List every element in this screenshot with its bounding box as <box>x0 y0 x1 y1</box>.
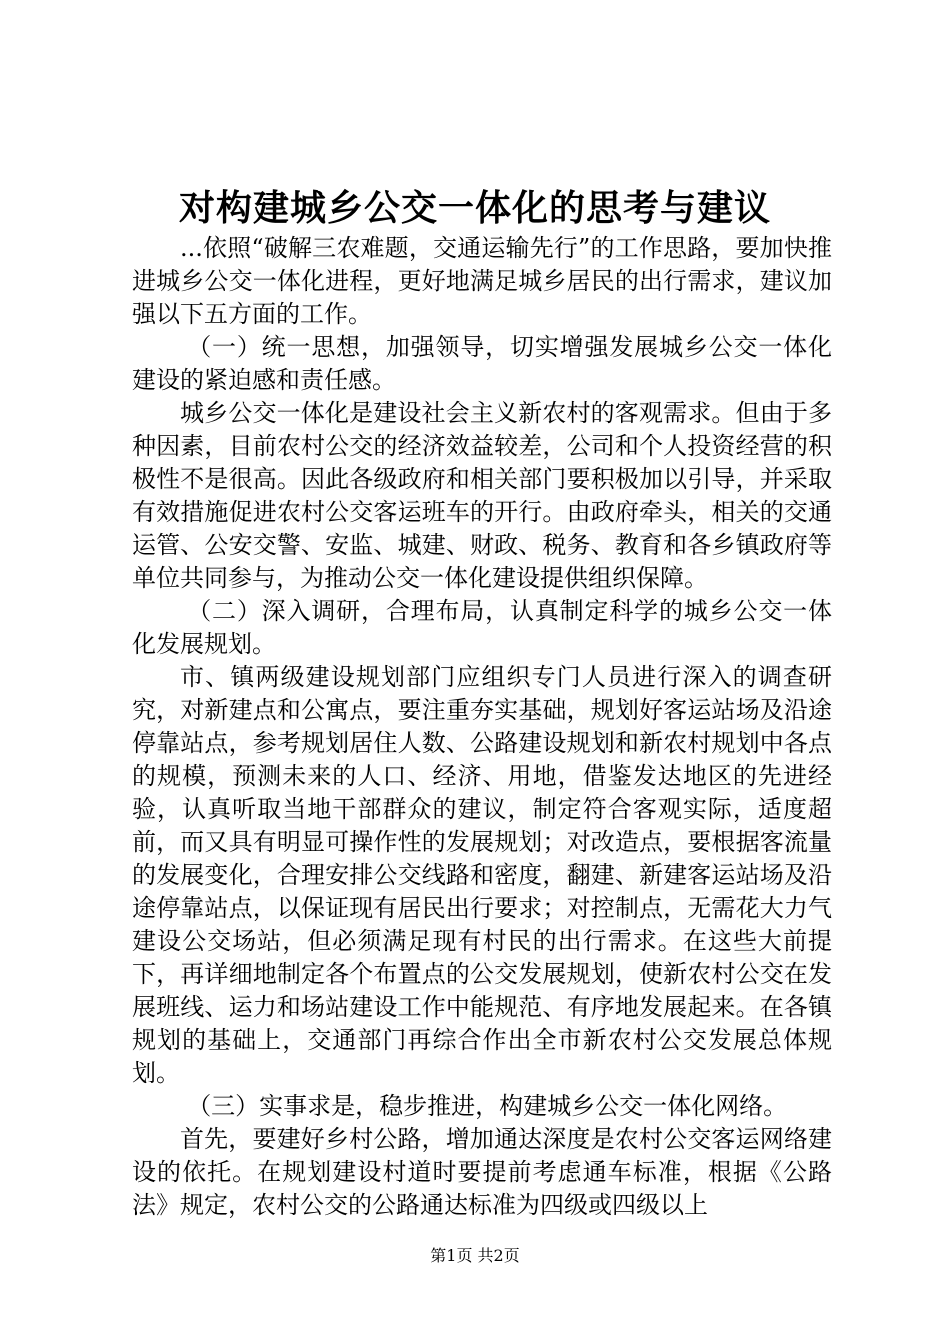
paragraph-section-3: 首先，要建好乡村公路，增加通达深度是农村公交客运网络建设的依托。在规划建设村道时要提前考虑通车标准，根据《公路法》规定，农村公交的公路通达标准为四级或四级以上 <box>132 1125 832 1219</box>
section-heading-2: （二）深入调研，合理布局，认真制定科学的城乡公交一体化发展规划。 <box>132 597 832 658</box>
document-body <box>132 232 832 1222</box>
section-heading-3: （三）实事求是，稳步推进，构建城乡公交一体化网络。 <box>187 1092 788 1120</box>
section-heading-1: （一）统一思想，加强领导，切实增强发展城乡公交一体化建设的紧迫感和责任感。 <box>132 333 832 394</box>
document-title: 对构建城乡公交一体化的思考与建议 <box>178 187 771 229</box>
paragraph-section-2: 市、镇两级建设规划部门应组织专门人员进行深入的调查研究，对新建点和公寓点，要注重夯实基础，规划好客运站场及沿途停靠站点，参考规划居住人数、公路建设规划和新农村规划中各点的规模，预测未来的人口、经济、用地，借鉴发达地区的先进经验，认真听取当地干部群众的建议，制定符合客观实际，适度超前，而又具有明显可操作性的发展规划；对改造点，要根据客流量的发展变化，合理安排公交线路和密度，翻建、新建客运站场及沿途停靠站点，以保证现有居民出行要求；对控制点，无需花大力气建设公交场站，但必须满足现有村民的出行需求。在这些大前提下，再详细地制定各个布置点的公交发展规划，使新农村公交在发展班线、运力和场站建设工作中能规范、有序地发展起来。在各镇规划的基础上，交通部门再综合作出全市新农村公交发展总体规划。 <box>132 663 832 1087</box>
paragraph-intro: ...依照“破解三农难题，交通运输先行”的工作思路，要加快推进城乡公交一体化进程，更好地满足城乡居民的出行需求，建议加强以下五方面的工作。 <box>132 234 832 328</box>
paragraph-section-1: 城乡公交一体化是建设社会主义新农村的客观需求。但由于多种因素，目前农村公交的经济效益较差，公司和个人投资经营的积极性不是很高。因此各级政府和相关部门要积极加以引导，并采取有效措施促进农村公交客运班车的开行。由政府牵头，相关的交通运管、公安交警、安监、城建、财政、税务、教育和各乡镇政府等单位共同参与，为推动公交一体化建设提供组织保障。 <box>132 399 832 592</box>
page-footer: 第1页 共2页 <box>430 1246 520 1265</box>
